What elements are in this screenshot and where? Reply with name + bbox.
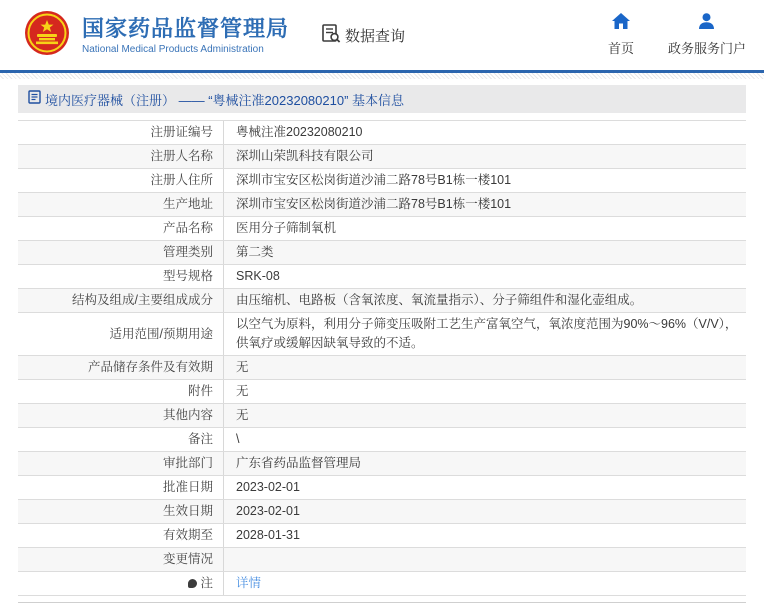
table-row [18, 500, 746, 524]
table-row [18, 289, 746, 313]
table-row [18, 121, 746, 145]
site-header [0, 0, 764, 70]
row-value: 深圳市宝安区松岗街道沙浦二路78号B1栋一楼101 [223, 193, 746, 216]
stripe-band [0, 73, 764, 79]
site-title-block [82, 16, 289, 55]
row-value: \ [223, 428, 746, 451]
page-icon [28, 90, 41, 109]
table-row [18, 356, 746, 380]
table-row [18, 313, 746, 356]
home-icon [612, 13, 630, 34]
row-label: 生产地址 [162, 197, 213, 211]
top-nav [608, 0, 746, 70]
nav-gov-portal-label: 政务服务门户 [667, 41, 746, 56]
nav-gov-portal[interactable] [668, 13, 746, 57]
row-label: 生效日期 [162, 504, 213, 518]
row-label: 变更情况 [162, 552, 213, 566]
document-search-icon [321, 23, 341, 48]
row-value: 2028-01-31 [223, 524, 746, 547]
row-value: 无 [223, 380, 746, 403]
row-value: 广东省药品监督管理局 [223, 452, 746, 475]
row-value: 第二类 [223, 241, 746, 264]
data-query-nav[interactable] [321, 23, 405, 48]
row-label: 注 [18, 572, 223, 595]
row-label: 批准日期 [162, 480, 213, 494]
table-row [18, 548, 746, 572]
row-value: 粤械注准20232080210 [223, 121, 746, 144]
row-label: 注册证编号 [150, 125, 213, 139]
table-row [18, 193, 746, 217]
table-row [18, 428, 746, 452]
table-row [18, 169, 746, 193]
table-row [18, 572, 746, 596]
row-value: 无 [223, 356, 746, 379]
site-title-cn: 国家药品监督管理局 [82, 15, 290, 41]
site-logo-link[interactable] [24, 10, 289, 61]
table-row [18, 241, 746, 265]
table-row [18, 217, 746, 241]
table-row [18, 404, 746, 428]
row-value: 以空气为原料，利用分子筛变压吸附工艺生产富氧空气，氧浓度范围为90%～96%（V/V），供氧疗或缓解因缺氧导致的不适。 [223, 313, 746, 355]
row-label: 管理类别 [162, 245, 213, 259]
row-value: 深圳山荣凯科技有限公司 [223, 145, 746, 168]
row-value: 由压缩机、电路板（含氧浓度、氧流量指示）、分子筛组件和湿化壶组成。 [223, 289, 746, 312]
row-label: 适用范围/预期用途 [109, 326, 213, 341]
row-label: 注册人住所 [150, 173, 213, 187]
table-row [18, 524, 746, 548]
table-row [18, 265, 746, 289]
row-label: 有效期至 [162, 528, 213, 542]
table-row [18, 380, 746, 404]
row-label: 附件 [187, 384, 213, 398]
nav-home-label: 首页 [607, 41, 634, 56]
table-row [18, 476, 746, 500]
row-label: 产品储存条件及有效期 [87, 360, 213, 374]
details-link[interactable]: 详情 [236, 576, 262, 590]
table-row [18, 452, 746, 476]
info-table [18, 120, 746, 596]
site-title-en: National Medical Products Administration [82, 43, 264, 55]
row-label: 其他内容 [162, 408, 213, 422]
row-value: 医用分子筛制氧机 [223, 217, 746, 240]
note-icon [188, 579, 197, 588]
row-value [223, 548, 746, 571]
page-title: 境内医疗器械（注册） —— “粤械注准20232080210” 基本信息 [45, 92, 405, 108]
row-label: 型号规格 [162, 269, 213, 283]
row-value: 无 [223, 404, 746, 427]
table-row [18, 145, 746, 169]
user-icon [698, 13, 715, 34]
breadcrumb [18, 85, 746, 113]
row-value [223, 572, 746, 595]
row-label: 审批部门 [162, 456, 213, 470]
row-value: SRK-08 [223, 265, 746, 288]
national-emblem-icon [24, 10, 70, 61]
row-value: 2023-02-01 [223, 476, 746, 499]
row-value: 2023-02-01 [223, 500, 746, 523]
row-label: 注册人名称 [150, 149, 213, 163]
data-query-label: 数据查询 [345, 27, 406, 45]
nav-home[interactable] [608, 13, 634, 57]
row-value: 深圳市宝安区松岗街道沙浦二路78号B1栋一楼101 [223, 169, 746, 192]
row-label: 产品名称 [162, 221, 213, 235]
row-label: 结构及组成/主要组成成分 [72, 293, 213, 307]
row-label: 备注 [187, 432, 213, 446]
